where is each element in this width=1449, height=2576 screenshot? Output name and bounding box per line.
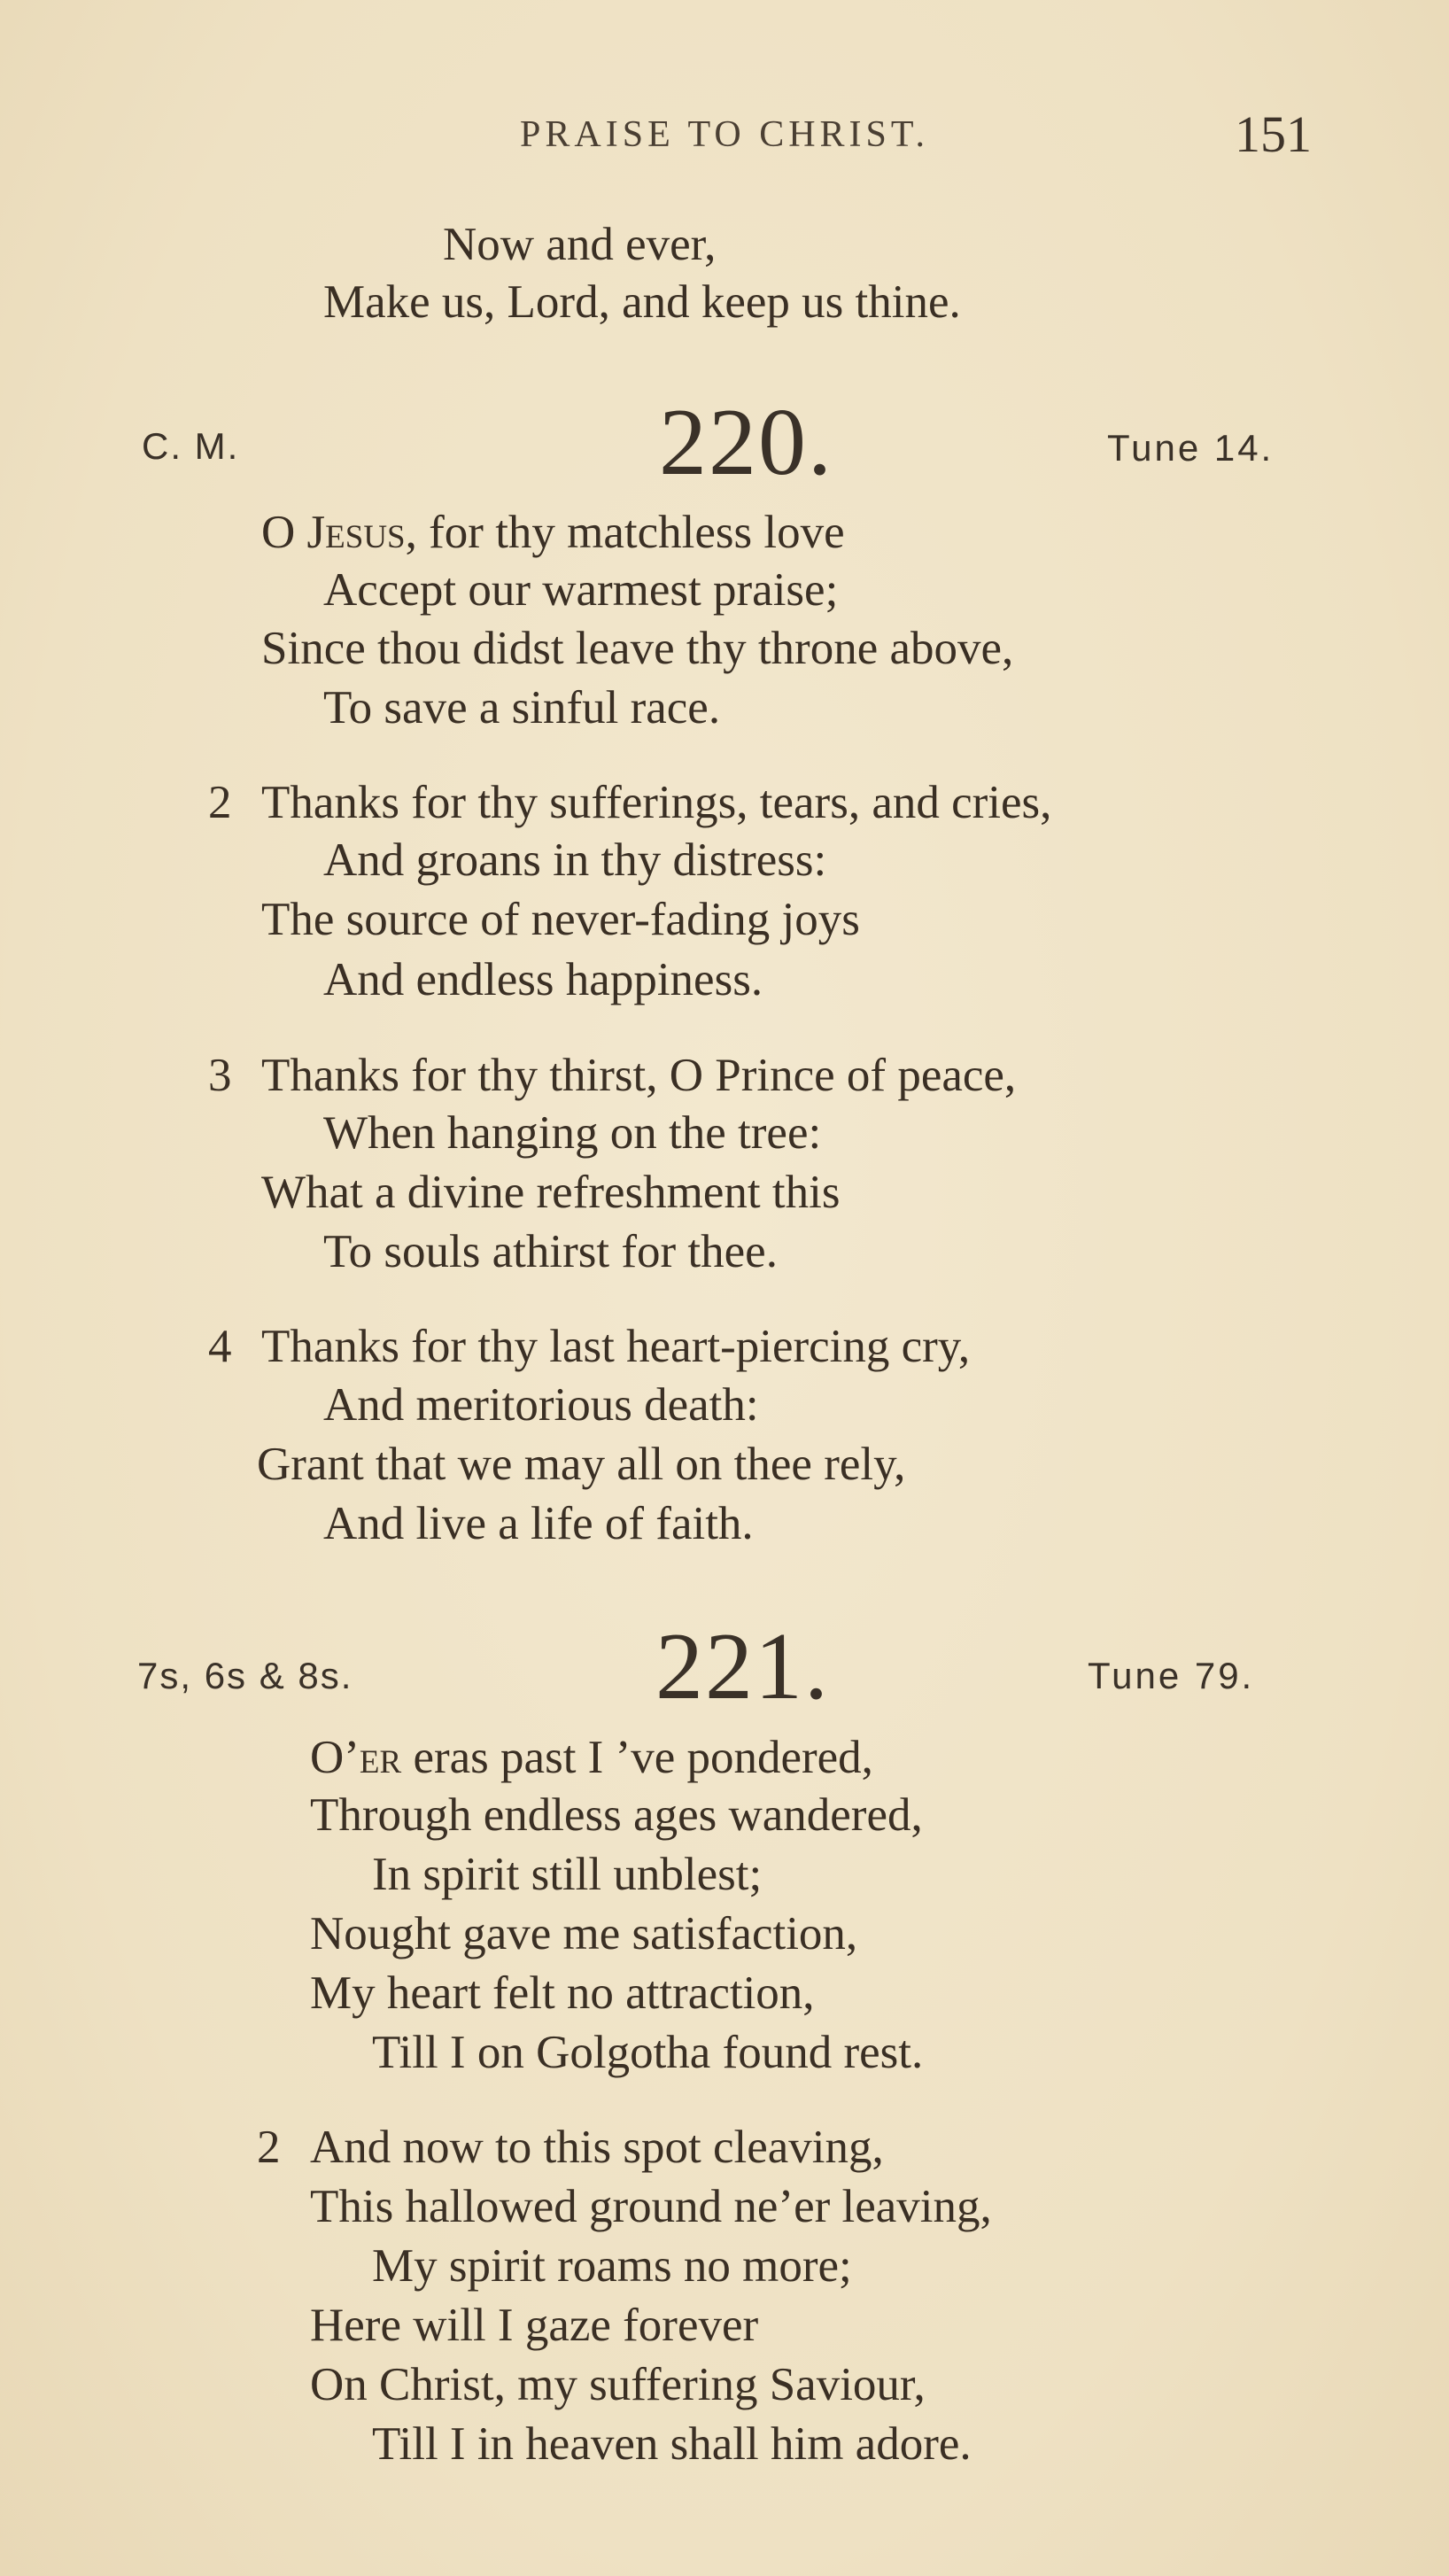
hymn-220-stanza-4-line-4: And live a life of faith. xyxy=(323,1498,754,1549)
hymn-220-stanza-3-line-1: Thanks for thy thirst, O Prince of peace, xyxy=(261,1050,1017,1101)
hymn-221-tune: Tune 79. xyxy=(1088,1655,1255,1696)
hymn-220-tune: Tune 14. xyxy=(1107,427,1275,469)
hymn-220-stanza-1-line-4: To save a sinful race. xyxy=(323,682,721,733)
hymn-221-stanza-1-line-5: My heart felt no attraction, xyxy=(310,1967,815,2019)
hymn-221-stanza-1-line-6: Till I on Golgotha found rest. xyxy=(372,2027,924,2078)
hymn-221-stanza-2-line-2: This hallowed ground ne’er leaving, xyxy=(310,2181,992,2232)
hymn-220-stanza-2-line-4: And endless happiness. xyxy=(323,954,763,1005)
hymn-220-stanza-3-line-2: When hanging on the tree: xyxy=(323,1107,822,1159)
hymn-220-meter: C. M. xyxy=(142,425,240,467)
hymn-221-stanza-1-line-2: Through endless ages wandered, xyxy=(310,1789,923,1841)
hymn-220-stanza-1-line-3: Since thou didst leave thy throne above, xyxy=(261,623,1014,674)
hymn-220-stanza-2-number: 2 xyxy=(208,777,232,828)
hymn-221-stanza-2-line-6: Till I in heaven shall him adore. xyxy=(372,2418,972,2470)
hymn-220-stanza-4-line-2: And meritorious death: xyxy=(323,1379,759,1431)
hymn-221-stanza-2-line-4: Here will I gaze forever xyxy=(310,2300,759,2351)
hymn-221-number: 221. xyxy=(655,1614,830,1719)
hymn-220-stanza-4-line-1: Thanks for thy last heart-piercing cry, xyxy=(261,1321,971,1372)
hymn-221-stanza-2-number: 2 xyxy=(257,2122,281,2173)
hymn-220-stanza-3-line-3: What a divine refreshment this xyxy=(261,1167,841,1218)
hymn-220-stanza-3-line-4: To souls athirst for thee. xyxy=(323,1226,778,1277)
hymn-221-meter: 7s, 6s & 8s. xyxy=(137,1655,353,1696)
continuation-line-1: Now and ever, xyxy=(443,219,717,270)
hymn-221-stanza-2-line-3: My spirit roams no more; xyxy=(372,2240,852,2292)
hymn-221-stanza-2-line-5: On Christ, my suffering Saviour, xyxy=(310,2359,926,2410)
page-number: 151 xyxy=(1235,105,1312,163)
hymn-220-stanza-4-line-3: Grant that we may all on thee rely, xyxy=(257,1439,906,1490)
hymn-220-stanza-1-line-1: O Jesus, for thy matchless love xyxy=(261,507,845,558)
hymn-220-stanza-1-line-2: Accept our warmest praise; xyxy=(323,564,839,616)
hymn-221-stanza-1-line-1: O’er eras past I ’ve pondered, xyxy=(310,1732,873,1783)
hymn-220-stanza-2-line-2: And groans in thy distress: xyxy=(323,834,827,886)
running-header: PRAISE TO CHRIST. xyxy=(520,114,929,155)
hymn-220-stanza-4-number: 4 xyxy=(208,1321,232,1372)
hymn-220-stanza-2-line-1: Thanks for thy sufferings, tears, and cries, xyxy=(261,777,1052,828)
hymn-221-stanza-1-line-4: Nought gave me satisfaction, xyxy=(310,1908,858,1959)
continuation-line-2: Make us, Lord, and keep us thine. xyxy=(323,276,961,328)
hymn-221-stanza-1-line-3: In spirit still unblest; xyxy=(372,1849,763,1900)
hymn-220-stanza-2-line-3: The source of never-fading joys xyxy=(261,894,860,945)
oer-small-caps: O’er xyxy=(310,1732,402,1783)
hymn-220-stanza-3-number: 3 xyxy=(208,1050,232,1101)
hymn-221-stanza-2-line-1: And now to this spot cleaving, xyxy=(310,2122,884,2173)
jesus-small-caps: Jesus xyxy=(306,507,406,558)
hymn-220-number: 220. xyxy=(659,390,833,495)
